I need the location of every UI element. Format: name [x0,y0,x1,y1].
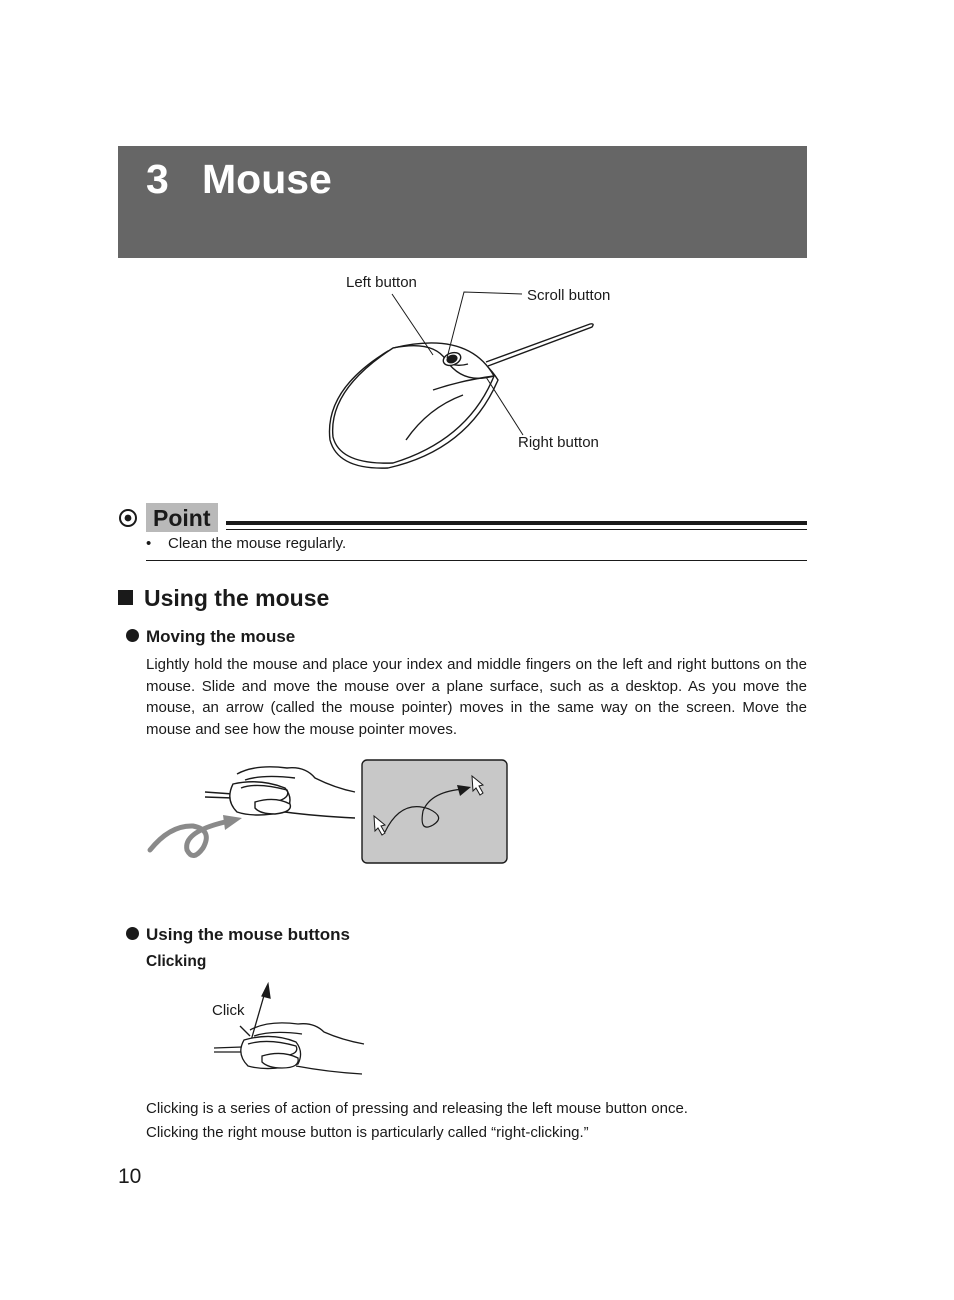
right-button-leader [486,377,523,435]
subheading-moving: Moving the mouse [126,627,295,647]
clicking-heading: Clicking [146,953,207,970]
hand-moving-mouse-illustration [145,760,360,865]
page-number: 10 [118,1165,142,1188]
hand-clicking-illustration [210,982,370,1084]
point-rule-bottom [146,560,807,561]
moving-paragraph: Lightly hold the mouse and place your index and middle fingers on the left and right buttons on the mouse. Slide and move the mouse over a plane surface, such as a desktop. As you move the mouse, an arrow (called the mouse pointer) moves in the same way on the screen. Move the mouse and see how the mouse pointer moves. [146,656,807,739]
section-title: Using the mouse [144,585,330,611]
point-rule-thick [226,521,807,525]
scroll-button-label: Scroll button [527,287,611,304]
screen-pointer-illustration [361,759,508,865]
point-item: • Clean the mouse regularly. [146,535,347,552]
click-label: Click [212,1002,245,1019]
chapter-title [146,156,332,203]
chapter-banner [118,146,807,258]
chapter-title-text: Mouse [202,156,332,202]
subheading-buttons: Using the mouse buttons [126,925,350,945]
left-button-label: Left button [346,274,417,291]
section-heading [118,585,329,612]
point-label: Point [146,503,218,532]
filled-circle-icon [126,629,139,642]
chapter-number: 3 [146,156,169,202]
filled-circle-icon [126,927,139,940]
clicking-paragraph-line2: Clicking the right mouse button is particularly called “right-clicking.” [146,1124,589,1141]
point-rule-thin [226,529,807,530]
filled-square-icon [118,590,133,605]
target-circle-icon [118,508,138,528]
clicking-paragraph-line1: Clicking is a series of action of pressing and releasing the left mouse button once. [146,1100,688,1117]
right-button-label: Right button [518,434,599,451]
